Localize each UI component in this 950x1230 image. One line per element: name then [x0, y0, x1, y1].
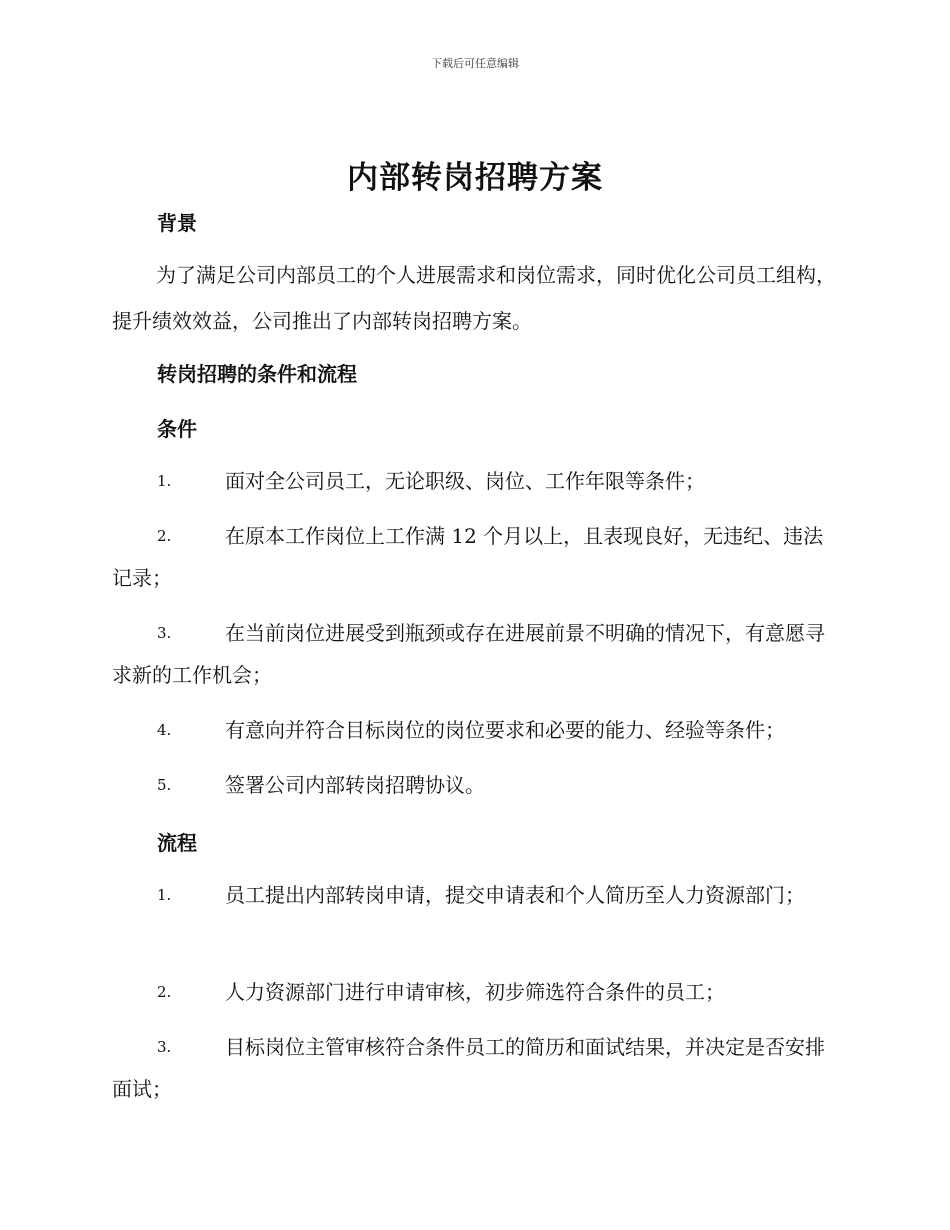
list-number: 2.: [157, 527, 172, 545]
condition-item: [112, 709, 837, 751]
section-heading-process: 流程: [157, 831, 197, 855]
list-number: 1.: [157, 886, 172, 904]
list-item-text: 在当前岗位进展受到瓶颈或存在进展前景不明确的情况下，有意愿寻求新的工作机会；: [112, 621, 825, 687]
process-item: [112, 1026, 837, 1110]
condition-item: [112, 612, 837, 696]
list-item-text: 面对全公司员工，无论职级、岗位、工作年限等条件；: [225, 469, 705, 493]
page-title: 内部转岗招聘方案: [347, 160, 603, 196]
list-item-text: 有意向并符合目标岗位的岗位要求和必要的能力、经验等条件；: [225, 718, 785, 742]
list-number: 2.: [157, 983, 172, 1001]
section-heading-background: 背景: [157, 211, 197, 235]
process-item: [112, 971, 837, 1013]
list-number: 3.: [157, 624, 172, 642]
process-item: [112, 874, 837, 916]
section-heading-conditions-process: 转岗招聘的条件和流程: [157, 362, 357, 386]
list-item-text: 员工提出内部转岗申请，提交申请表和个人简历至人力资源部门；: [225, 883, 805, 907]
background-paragraph: 为了满足公司内部员工的个人进展需求和岗位需求，同时优化公司员工组构，提升绩效效益，公司推出了内部转岗招聘方案。: [112, 263, 836, 333]
list-number: 5.: [157, 776, 172, 794]
list-number: 4.: [157, 721, 172, 739]
list-item-text: 目标岗位主管审核符合条件员工的简历和面试结果，并决定是否安排面试；: [112, 1035, 825, 1101]
condition-item: [112, 764, 837, 806]
condition-item: [112, 515, 837, 599]
list-number: 1.: [157, 472, 172, 490]
header-note: 下载后可任意编辑: [431, 57, 519, 70]
list-item-text: 人力资源部门进行申请审核，初步筛选符合条件的员工；: [225, 980, 725, 1004]
list-item-text: 在原本工作岗位上工作满 12 个月以上，且表现良好，无违纪、违法记录；: [112, 524, 824, 590]
section-heading-conditions: 条件: [157, 417, 197, 441]
list-item-text: 签署公司内部转岗招聘协议。: [225, 773, 485, 797]
list-number: 3.: [157, 1038, 172, 1056]
condition-item: [112, 460, 837, 502]
